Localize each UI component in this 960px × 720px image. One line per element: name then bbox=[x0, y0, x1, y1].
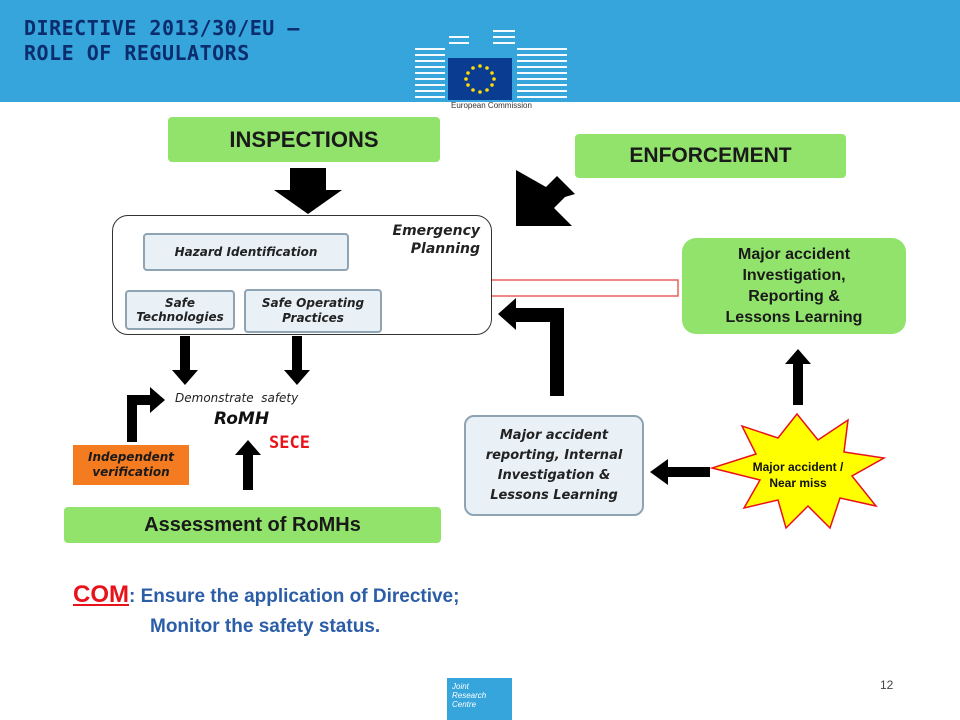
com-label: COM bbox=[73, 581, 129, 608]
reporting-line-3: Investigation & bbox=[497, 467, 611, 483]
investigation-line-4: Lessons Learning bbox=[725, 309, 863, 326]
demonstrate-safety-text: Demonstrate safety bbox=[175, 391, 299, 405]
romh-text: RoMH bbox=[214, 409, 270, 429]
independent-verification-box bbox=[73, 445, 189, 485]
emergency-planning-line-2: Planning bbox=[410, 241, 480, 257]
investigation-line-1: Major accident bbox=[737, 246, 851, 263]
com-line-2: Monitor the safety status. bbox=[150, 616, 381, 637]
title-line-1: DIRECTIVE 2013/30/EU – bbox=[24, 16, 300, 40]
sece-text: SECE bbox=[269, 433, 310, 453]
reporting-line-4: Lessons Learning bbox=[490, 487, 618, 503]
near-miss-line-1: Major accident / bbox=[752, 460, 844, 474]
safe-operating-line-1: Safe Operating bbox=[261, 296, 365, 310]
assessment-up-arrow bbox=[235, 440, 261, 490]
near-miss-line-2: Near miss bbox=[769, 476, 827, 490]
european-commission-logo-text: European Commission bbox=[451, 101, 532, 110]
safe-technologies-box bbox=[125, 290, 235, 330]
independent-verification-line-1: Independent bbox=[87, 450, 174, 464]
enforcement-diagonal-arrow bbox=[516, 170, 575, 226]
com-line-1-text: : Ensure the application of Directive; bbox=[129, 586, 460, 607]
reporting-line-1: Major accident bbox=[499, 427, 609, 443]
reporting-line-2: reporting, Internal bbox=[485, 447, 623, 463]
safe-operating-practices-box bbox=[244, 289, 382, 333]
jrc-line-2: Research bbox=[452, 691, 487, 700]
investigation-line-2: Investigation, bbox=[742, 267, 846, 284]
com-statement bbox=[73, 580, 459, 642]
safe-technologies-line-2: Technologies bbox=[136, 310, 224, 324]
title-line-2: ROLE OF REGULATORS bbox=[24, 41, 250, 65]
reporting-elbow-arrow bbox=[498, 298, 564, 396]
near-miss-text bbox=[742, 459, 854, 491]
inspections-label: INSPECTIONS bbox=[229, 126, 379, 152]
hazard-identification-label: Hazard Identification bbox=[174, 245, 318, 259]
page-number: 12 bbox=[880, 678, 894, 692]
inspections-box bbox=[168, 117, 440, 162]
hazard-down-arrow-left bbox=[172, 336, 198, 385]
star-up-arrow bbox=[785, 349, 811, 405]
emergency-planning-line-1: Emergency bbox=[392, 223, 480, 239]
star-left-arrow bbox=[650, 459, 710, 485]
hazard-identification-box bbox=[143, 233, 349, 271]
major-accident-investigation-box bbox=[682, 238, 906, 334]
inspections-down-arrow bbox=[274, 168, 342, 214]
jrc-line-3: Centre bbox=[452, 700, 477, 709]
major-accident-reporting-box bbox=[464, 415, 644, 516]
safe-operating-line-2: Practices bbox=[282, 311, 344, 325]
assessment-label: Assessment of RoMHs bbox=[144, 513, 361, 536]
hazard-down-arrow-right bbox=[284, 336, 310, 385]
safe-technologies-line-1: Safe bbox=[164, 296, 196, 310]
verification-elbow-arrow bbox=[127, 387, 165, 442]
emergency-planning-label bbox=[376, 222, 480, 258]
jrc-logo bbox=[447, 678, 512, 720]
com-line-1 bbox=[73, 580, 459, 612]
jrc-line-1: Joint bbox=[452, 682, 469, 691]
enforcement-label: ENFORCEMENT bbox=[629, 144, 792, 167]
assessment-of-romhs-box bbox=[64, 507, 441, 543]
independent-verification-line-2: verification bbox=[92, 465, 170, 479]
investigation-line-3: Reporting & bbox=[748, 288, 840, 305]
enforcement-box bbox=[575, 134, 846, 178]
